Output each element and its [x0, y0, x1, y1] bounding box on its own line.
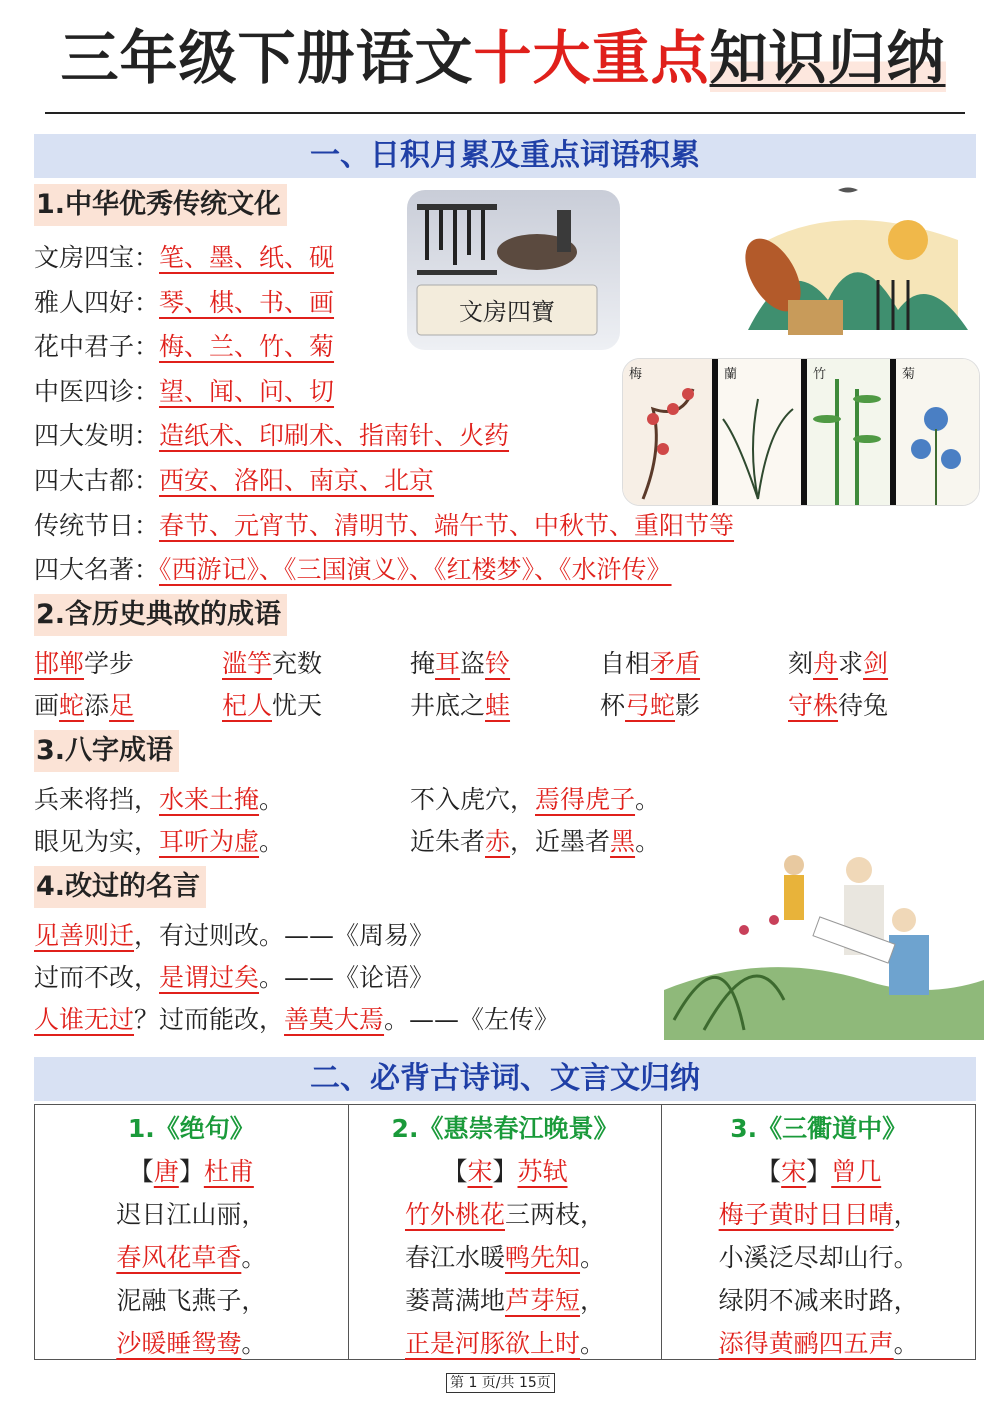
- poem-author-seg: 宋: [467, 1157, 493, 1186]
- chrysanthemum-label: 菊: [902, 367, 916, 382]
- idiom-seg: 守株: [788, 691, 839, 720]
- orchid-panel: [712, 359, 801, 505]
- poem-author: [349, 1151, 662, 1193]
- poem-title: 3.《三衢道中》: [730, 1114, 908, 1143]
- title-part-3: 知识归纳: [709, 24, 946, 92]
- idiom-seg: 待兔: [838, 691, 889, 720]
- title-divider: [45, 112, 965, 114]
- idiom-seg: 盗: [460, 649, 486, 678]
- idiom-seg: 刻: [788, 649, 814, 678]
- idiom-item: [222, 646, 322, 682]
- traditional-culture-image: [728, 180, 978, 350]
- poem-line-seg: 。: [893, 1329, 919, 1358]
- section-2-heading: 二、必背古诗词、文言文归纳: [34, 1057, 976, 1101]
- culture-row: [34, 463, 434, 499]
- culture-row: [34, 374, 334, 410]
- bamboo-panel: [801, 359, 890, 505]
- quote-line: [34, 918, 434, 954]
- poem-line: [349, 1322, 662, 1365]
- poem-line-seg: 蒌蒿满地: [404, 1286, 505, 1315]
- poem-author-seg: 】: [178, 1157, 204, 1186]
- culture-row-answer: 望、闻、问、切: [159, 376, 335, 406]
- eight-char-idiom: [410, 824, 660, 860]
- poem-title: 1.《绝句》: [127, 1114, 255, 1143]
- culture-row-answer: 西安、洛阳、南京、北京: [159, 466, 435, 495]
- culture-row-label: 文房四宝：: [34, 243, 160, 272]
- idiom-seg: 矛盾: [650, 649, 701, 678]
- idiom-item: [222, 688, 322, 724]
- poems-table: [34, 1104, 976, 1360]
- idiom-seg: 画: [34, 691, 60, 720]
- poem-line-seg: 沙暖睡鸳鸯: [116, 1329, 242, 1358]
- culture-row: [34, 329, 334, 365]
- quote-seg: 过而不改，: [34, 963, 160, 992]
- poem-line: [35, 1322, 348, 1365]
- poem-column: [349, 1105, 663, 1359]
- culture-row-label: 四大古都：: [34, 466, 160, 495]
- culture-row: [34, 240, 334, 276]
- culture-row-answer: 春节、元宵节、清明节、端午节、中秋节、重阳节等: [159, 510, 735, 540]
- idiom-seg: 掩: [410, 649, 436, 678]
- plum-label: 梅: [629, 367, 643, 382]
- poem-line-seg: 春江水暖: [404, 1243, 505, 1272]
- idiom-seg: 杯: [600, 691, 626, 720]
- idiom-item: [600, 646, 700, 682]
- scholars-image: [664, 850, 984, 1040]
- eight-char-seg: 近朱者: [410, 827, 486, 856]
- eight-char-seg: 。: [635, 785, 661, 814]
- poem-line-seg: 泥融飞燕子，: [116, 1286, 267, 1315]
- idiom-seg: 蛙: [485, 691, 511, 720]
- idiom-item: [34, 646, 134, 682]
- title-part-1: 三年级下册语文: [60, 24, 474, 92]
- culture-row-label: 传统节日：: [34, 510, 160, 540]
- eight-char-seg: 耳听为虚: [159, 827, 260, 856]
- idiom-item: [410, 688, 510, 724]
- idiom-seg: 耳: [435, 649, 461, 678]
- idiom-seg: 添: [84, 691, 110, 720]
- idiom-seg: 滥竽: [222, 649, 273, 678]
- poem-line-seg: 绿阴不减来时路，: [718, 1286, 919, 1315]
- poem-line-seg: 春风花草香: [116, 1243, 242, 1272]
- poem-title: 2.《惠崇春江晚景》: [391, 1114, 619, 1143]
- eight-char-idiom: [34, 782, 284, 818]
- sub-1-heading: 1.中华优秀传统文化: [34, 184, 287, 226]
- poem-line-seg: 正是河豚欲上时: [404, 1329, 580, 1358]
- culture-row-label: 中医四诊：: [34, 376, 160, 406]
- culture-row-label: 花中君子：: [34, 332, 160, 362]
- idiom-seg: 舟: [813, 649, 839, 678]
- poem-line: [349, 1236, 662, 1279]
- culture-row: [34, 418, 509, 454]
- culture-row-answer: 笔、墨、纸、砚: [159, 243, 335, 272]
- poem-line-seg: 迟日江山丽，: [116, 1200, 267, 1229]
- poem-author-seg: 宋: [781, 1157, 807, 1186]
- poem-author-seg: 【: [128, 1157, 154, 1186]
- idiom-item: [600, 688, 700, 724]
- poem-line-seg: 竹外桃花: [404, 1200, 505, 1229]
- quote-seg: ，有过则改。——《周易》: [134, 921, 435, 950]
- idiom-seg: 足: [109, 691, 135, 720]
- poem-line-seg: 。: [580, 1243, 606, 1272]
- plum-panel: [623, 359, 712, 505]
- culture-row: [34, 508, 734, 544]
- idiom-item: [34, 688, 134, 724]
- poem-column: [35, 1105, 349, 1359]
- culture-row-answer: 琴、棋、书、画: [159, 287, 335, 317]
- poem-author-seg: 唐: [153, 1157, 179, 1186]
- poem-line: [662, 1193, 975, 1236]
- poem-author: [662, 1151, 975, 1193]
- quote-seg: 是谓过矣: [159, 963, 260, 992]
- poem-author: [35, 1151, 348, 1193]
- culture-row-answer: 梅、兰、竹、菊: [159, 332, 335, 362]
- idiom-seg: 自相: [600, 649, 651, 678]
- eight-char-seg: 赤: [485, 827, 511, 856]
- four-treasures-image: [407, 190, 620, 350]
- idiom-item: [410, 646, 510, 682]
- idiom-item: [788, 688, 888, 724]
- quote-seg: 见善则迁: [34, 921, 135, 950]
- poem-line-seg: 芦芽短: [505, 1286, 581, 1315]
- idiom-seg: 井底之: [410, 691, 486, 720]
- quote-line: [34, 1002, 559, 1038]
- idiom-seg: 求: [838, 649, 864, 678]
- bamboo-label: 竹: [813, 367, 827, 382]
- quote-seg: 善莫大焉: [284, 1005, 385, 1034]
- sub-2-heading: 2.含历史典故的成语: [34, 594, 287, 636]
- poem-line: [35, 1193, 348, 1236]
- four-treasures-caption: 文房四寶: [459, 298, 555, 326]
- eight-char-seg: 。: [635, 827, 661, 856]
- idiom-item: [788, 646, 888, 682]
- poem-author-seg: 杜甫: [203, 1157, 254, 1186]
- four-gentlemen-image: [622, 358, 980, 506]
- poem-column: [662, 1105, 975, 1359]
- poem-line: [662, 1279, 975, 1322]
- idiom-seg: 学步: [84, 649, 135, 678]
- idiom-seg: 影: [675, 691, 701, 720]
- poem-author-seg: 【: [756, 1157, 782, 1186]
- idiom-seg: 邯郸: [34, 649, 85, 678]
- page-title: [0, 18, 1006, 98]
- poem-author-seg: 曾几: [831, 1157, 882, 1186]
- culture-row-answer: 《西游记》、《三国演义》、《红楼梦》、《水浒传》: [159, 555, 672, 585]
- culture-row: [34, 285, 334, 321]
- poem-line-seg: ，: [580, 1286, 606, 1315]
- eight-char-seg: 焉得虎子: [535, 785, 636, 814]
- culture-row: [34, 552, 672, 588]
- sub-3-heading: 3.八字成语: [34, 730, 179, 772]
- poem-author-seg: 】: [806, 1157, 832, 1186]
- eight-char-seg: 。: [259, 827, 285, 856]
- title-part-2: 十大重点: [473, 24, 710, 92]
- page-footer: 第 1 页/共 15页: [446, 1373, 555, 1393]
- poem-line-seg: 三两枝，: [505, 1200, 606, 1229]
- eight-char-seg: 不入虎穴，: [410, 785, 536, 814]
- eight-char-seg: 眼见为实，: [34, 827, 160, 856]
- culture-row-label: 四大发明：: [34, 421, 160, 451]
- poem-author-seg: 【: [442, 1157, 468, 1186]
- poem-line-seg: ，: [893, 1200, 919, 1229]
- culture-row-answer: 造纸术、印刷术、指南针、火药: [159, 421, 510, 451]
- poem-line: [662, 1236, 975, 1279]
- chrysanthemum-panel: [890, 359, 979, 505]
- poem-line: [349, 1193, 662, 1236]
- culture-row-label: 雅人四好：: [34, 287, 160, 317]
- poem-line-seg: 小溪泛尽却山行。: [718, 1243, 919, 1272]
- poem-line: [662, 1322, 975, 1365]
- idiom-seg: 蛇: [59, 691, 85, 720]
- culture-row-label: 四大名著：: [34, 555, 160, 585]
- quote-seg: ？过而能改，: [134, 1005, 285, 1034]
- poem-author-seg: 苏轼: [517, 1157, 568, 1186]
- idiom-seg: 铃: [485, 649, 511, 678]
- poem-author-seg: 】: [492, 1157, 518, 1186]
- idiom-seg: 剑: [863, 649, 889, 678]
- eight-char-idiom: [34, 824, 284, 860]
- poem-line-seg: 。: [241, 1243, 267, 1272]
- quote-seg: 。——《论语》: [259, 963, 435, 992]
- eight-char-seg: ，近墨者: [510, 827, 611, 856]
- poem-line: [35, 1236, 348, 1279]
- idiom-seg: 忧天: [272, 691, 323, 720]
- sub-4-heading: 4.改过的名言: [34, 866, 206, 908]
- poem-line: [349, 1279, 662, 1322]
- quote-seg: 人谁无过: [34, 1005, 135, 1034]
- section-1-heading: 一、日积月累及重点词语积累: [34, 134, 976, 178]
- poem-line-seg: 。: [241, 1329, 267, 1358]
- idiom-seg: 杞人: [222, 691, 273, 720]
- eight-char-seg: 黑: [610, 827, 636, 856]
- quote-seg: 。——《左传》: [384, 1005, 560, 1034]
- eight-char-idiom: [410, 782, 660, 818]
- poem-line: [35, 1279, 348, 1322]
- poem-line-seg: 添得黄鹂四五声: [718, 1329, 894, 1358]
- eight-char-seg: 兵来将挡，: [34, 785, 160, 814]
- eight-char-seg: 水来土掩: [159, 785, 260, 814]
- poem-line-seg: 鸭先知: [505, 1243, 581, 1272]
- orchid-label: 蘭: [724, 367, 738, 382]
- poem-line-seg: 梅子黄时日日晴: [718, 1200, 894, 1229]
- eight-char-seg: 。: [259, 785, 285, 814]
- poem-line-seg: 。: [580, 1329, 606, 1358]
- idiom-seg: 弓蛇: [625, 691, 676, 720]
- quote-line: [34, 960, 434, 996]
- idiom-seg: 充数: [272, 649, 323, 678]
